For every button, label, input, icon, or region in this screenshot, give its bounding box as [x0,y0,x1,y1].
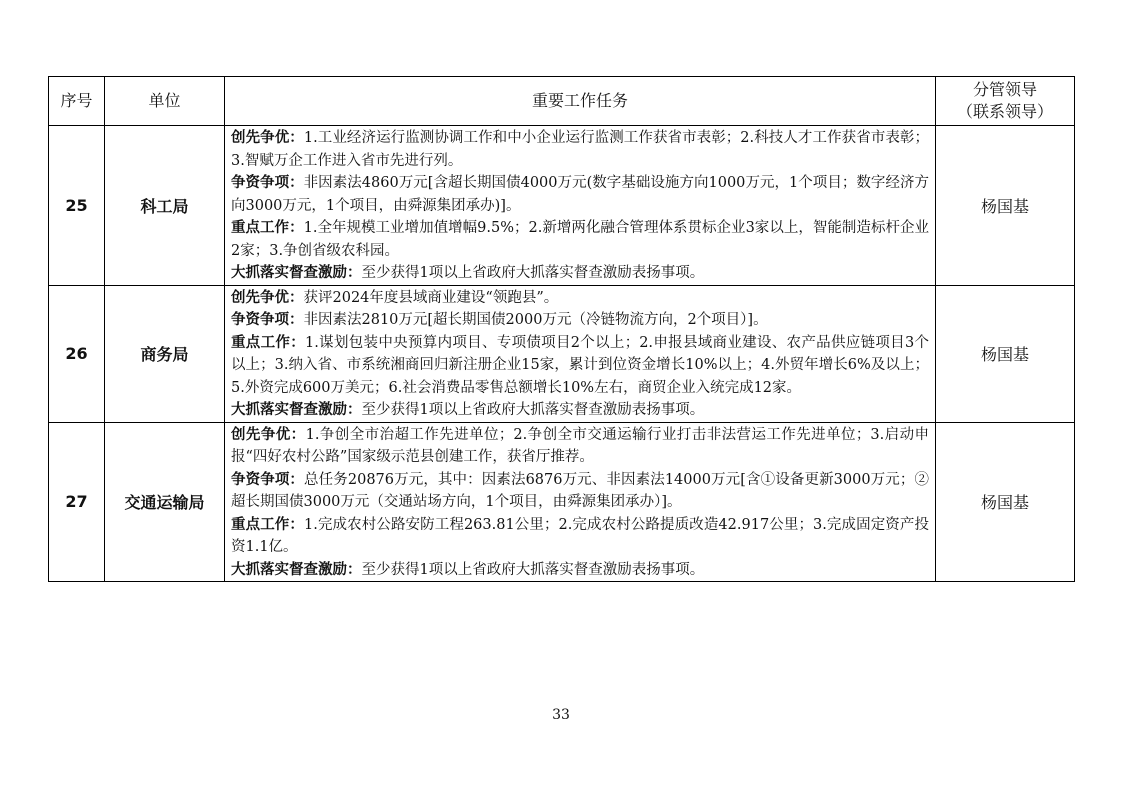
task-item-text: 1.工业经济运行监测协调工作和中小企业运行监测工作获省市表彰；2.科技人才工作获省市表彰；3.智赋万企工作进入省市先进行列。 [231,130,930,169]
row-index: 26 [49,285,105,422]
header-leader-line1: 分管领导 [972,80,1037,99]
task-item-text: 1.全年规模工业增加值增幅9.5%；2.新增两化融合管理体系贯标企业3家以上，智能制造标杆企业2家；3.争创省级农科园。 [231,220,930,259]
page-number: 33 [552,707,570,723]
row-unit: 商务局 [105,285,225,422]
task-item-text: 至少获得1项以上省政府大抓落实督查激励表扬事项。 [361,265,705,281]
task-item-head: 大抓落实督查激励： [231,265,362,281]
table-header-row [49,77,1075,126]
task-item [231,287,929,310]
task-item-text: 非因素法2810万元[超长期国债2000万元（冷链物流方向，2个项目）]。 [303,312,768,328]
task-item-text: 非因素法4860万元[含超长期国债4000万元(数字基础设施方向1000万元，1个项目；数字经济方向3000万元，1个项目，由舜源集团承办)]。 [231,175,930,214]
task-item-text: 1.争创全市治超工作先进单位；2.争创全市交通运输行业打击非法营运工作先进单位；3.启动申报“四好农村公路”国家级示范县创建工作，获省厅推荐。 [231,426,930,465]
task-item-head: 争资争项： [231,175,304,191]
task-item [231,127,929,172]
task-item-text: 总任务20876万元，其中：因素法6876万元、非因素法14000万元[含①设备更新3000万元；②超长期国债3000万元（交通站场方向，1个项目，由舜源集团承办）]。 [231,471,930,510]
row-unit: 科工局 [105,126,225,286]
task-item-head: 重点工作： [231,516,305,533]
row-index: 27 [49,422,105,582]
task-item [231,309,929,332]
row-tasks [225,126,936,286]
table-row [49,285,1075,422]
task-item [231,514,929,559]
task-item-head: 创先争优： [231,289,304,306]
task-item [231,262,929,285]
header-index: 序号 [49,77,105,126]
row-leader: 杨国基 [936,422,1075,582]
task-item [231,559,929,582]
task-item-head: 重点工作： [231,334,306,351]
task-item-text: 至少获得1项以上省政府大抓落实督查激励表扬事项。 [361,402,705,418]
task-item-text: 至少获得1项以上省政府大抓落实督查激励表扬事项。 [361,561,705,578]
header-unit: 单位 [105,77,225,126]
task-item-head: 重点工作： [231,220,304,236]
header-leader-line2: （联系领导） [956,102,1053,121]
task-item-head: 争资争项： [231,471,305,488]
task-item-head: 创先争优： [231,426,306,443]
task-item [231,217,929,262]
row-tasks [225,422,936,582]
task-item [231,424,929,469]
header-tasks: 重要工作任务 [225,77,936,126]
row-leader: 杨国基 [936,126,1075,286]
task-item [231,332,929,400]
task-item [231,399,929,422]
task-item-head: 大抓落实督查激励： [231,402,362,418]
header-leader [936,77,1075,126]
task-item-text: 获评2024年度县域商业建设“领跑县”。 [303,289,559,306]
table-row [49,126,1075,286]
task-item-head: 争资争项： [231,312,304,328]
task-item [231,469,929,514]
task-item-head: 创先争优： [231,130,304,146]
task-item-text: 1.完成农村公路安防工程263.81公里；2.完成农村公路提质改造42.917公里；3.完成固定资产投资1.1亿。 [231,516,930,555]
row-unit: 交通运输局 [105,422,225,582]
task-item-text: 1.谋划包装中央预算内项目、专项债项目2个以上；2.申报县域商业建设、农产品供应链项目3个以上；3.纳入省、市系统湘商回归新注册企业15家，累计到位资金增长10%以上；4.外贸年增长6%及以上；5.外资完成600万美元；6.社会消费品零售总额增长10%左右，商贸企业入统完成12家。 [231,334,929,396]
row-tasks [225,285,936,422]
row-leader: 杨国基 [936,285,1075,422]
work-task-table [48,76,1075,582]
table-row [49,422,1075,582]
row-index: 25 [49,126,105,286]
task-item [231,172,929,217]
task-item-head: 大抓落实督查激励： [231,561,362,578]
